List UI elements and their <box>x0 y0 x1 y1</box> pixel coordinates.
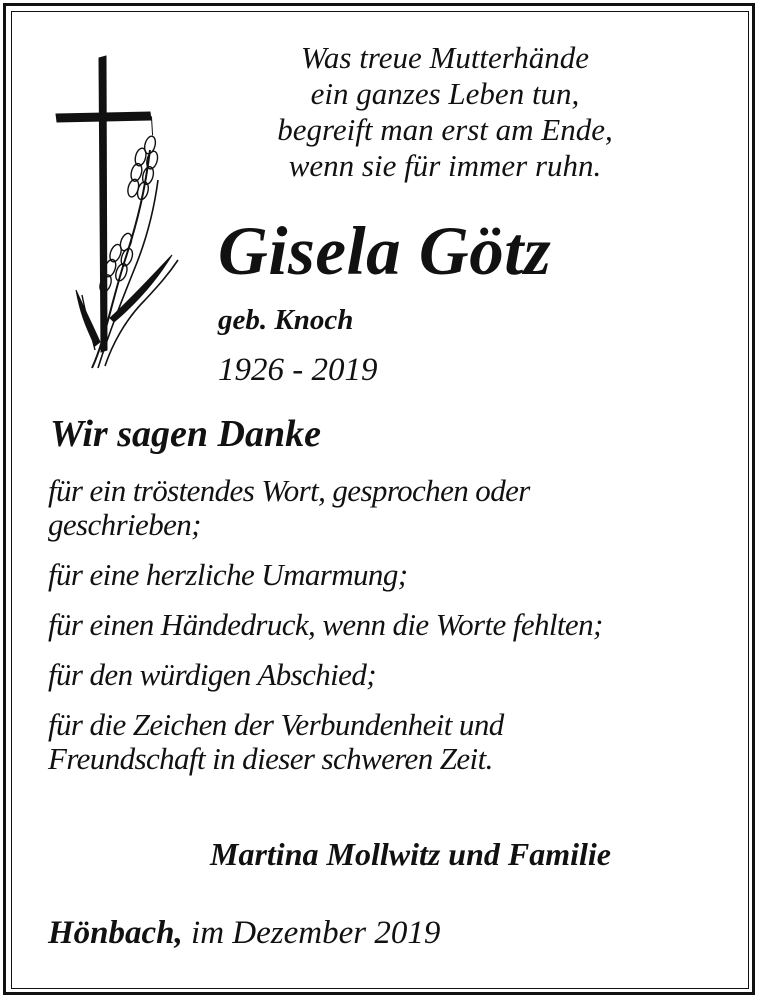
thanks-list <box>48 474 738 792</box>
poem-line: wenn sie für immer ruhn. <box>288 148 602 183</box>
cross-with-wheat-icon <box>50 50 185 370</box>
life-years: 1926 - 2019 <box>218 352 378 388</box>
thanks-line: für ein tröstendes Wort, gesprochen oder <box>48 473 530 508</box>
thanks-item <box>48 474 738 542</box>
poem-line: Was treue Mutterhände <box>300 40 590 75</box>
poem <box>215 40 675 184</box>
thanks-heading: Wir sagen Danke <box>50 413 321 455</box>
date: im Dezember 2019 <box>191 915 441 951</box>
thanks-item <box>48 658 738 692</box>
thanks-item <box>48 558 738 592</box>
thanks-line: für die Zeichen der Verbundenheit und <box>48 707 504 742</box>
poem-line: ein ganzes Leben tun, <box>310 76 580 111</box>
thanks-line: für einen Händedruck, wenn die Worte fehlten; <box>48 607 603 642</box>
place: Hönbach, <box>48 915 183 951</box>
thanks-line: für eine herzliche Umarmung; <box>48 557 408 592</box>
deceased-name: Gisela Götz <box>218 213 552 289</box>
poem-line: begreift man erst am Ende, <box>277 112 613 147</box>
thanks-line: geschrieben; <box>48 507 201 542</box>
thanks-item <box>48 708 738 776</box>
thanks-item <box>48 608 738 642</box>
place-date <box>48 912 440 954</box>
thanks-line: für den würdigen Abschied; <box>48 657 376 692</box>
signature: Martina Mollwitz und Familie <box>210 836 611 872</box>
maiden-name: geb. Knoch <box>218 304 354 336</box>
thanks-line: Freundschaft in dieser schweren Zeit. <box>48 741 493 776</box>
